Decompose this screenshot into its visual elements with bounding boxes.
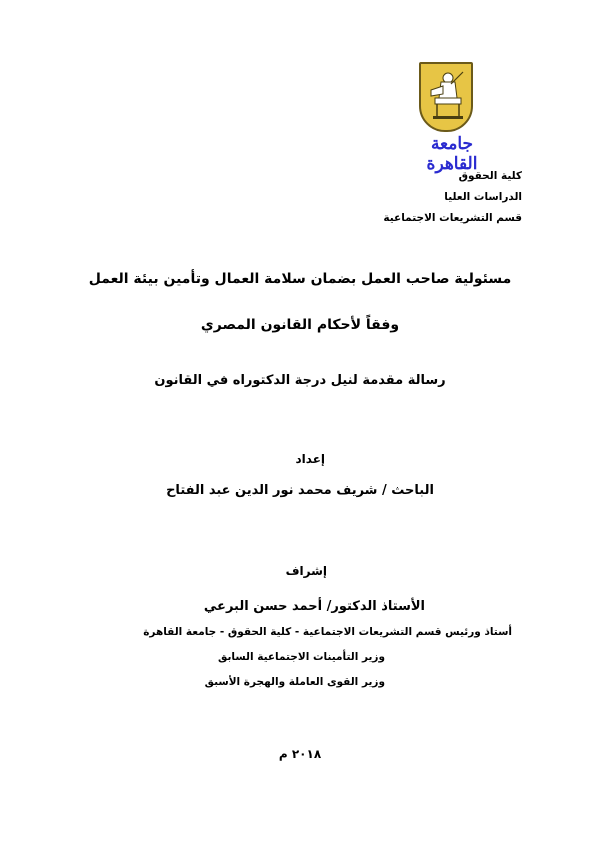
researcher-name: الباحث / شريف محمد نور الدين عبد الفتاح bbox=[166, 483, 434, 498]
year: ٢٠١٨ م bbox=[278, 747, 322, 761]
department-name: الدراسات العليا bbox=[444, 191, 522, 203]
supervisor-title-line: وزير القوى العاملة والهجرة الأسبق bbox=[204, 676, 385, 688]
university-logo bbox=[411, 58, 493, 174]
thesis-title-line1: مسئولية صاحب العمل بضمان سلامة العمال وتأمين بيئة العمل bbox=[88, 271, 512, 287]
supervision-label: إشراف bbox=[285, 564, 327, 578]
supervisor-title-line: وزير التأمينات الاجتماعية السابق bbox=[217, 651, 385, 663]
supervisor-title-line: أستاذ ورئيس قسم التشريعات الاجتماعية - كلية الحقوق - جامعة القاهرة bbox=[143, 626, 512, 638]
section-name: قسم التشريعات الاجتماعية bbox=[383, 212, 522, 224]
thesis-subtitle: رسالة مقدمة لنيل درجة الدكتوراه في القانون bbox=[154, 373, 446, 388]
scribe-figure-icon bbox=[421, 64, 471, 130]
preparation-label: إعداد bbox=[295, 452, 325, 466]
faculty-name: كلية الحقوق bbox=[458, 170, 522, 182]
thesis-title-line2: وفقاً لأحكام القانون المصري bbox=[200, 317, 400, 333]
logo-shield-icon bbox=[419, 62, 473, 132]
supervisor-name: الأستاذ الدكتور/ أحمد حسن البرعي bbox=[203, 599, 425, 614]
logo-caption: جامعة القاهرة bbox=[426, 134, 478, 174]
